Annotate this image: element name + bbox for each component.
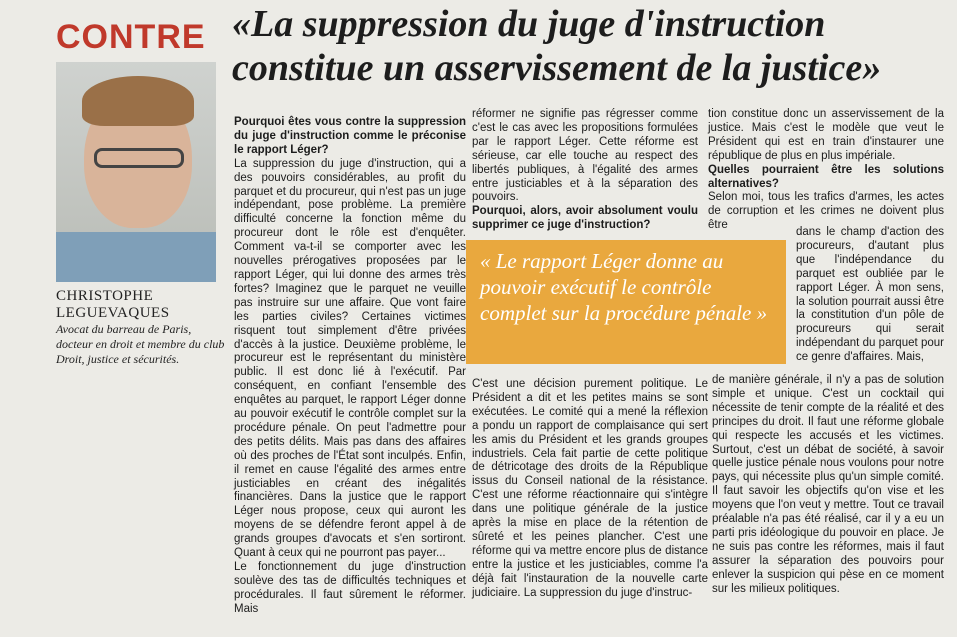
author-photo [56,62,216,282]
section-label: CONTRE [56,18,206,56]
column-3-middle [796,226,944,365]
photo-hair [82,76,194,126]
column-1 [234,116,466,617]
pull-quote [466,240,786,364]
answer-1: La suppression du juge d'instruction, qui a des pouvoirs considérables, au profit du parquet et du procureur, qui n'est pas un juge indépendant, pose problème. La première difficulté concerne la fonction même du procureur dont le rôle est d'enquêter. Comment va-t-il se comporter avec les nouvelles prérogatives proposées par le rapport Léger, qui lui donne des armes très fortes? Imaginez que le parquet ne veuille pas instruire sur une affaire. Que vont faire les parties civiles? Certaines victimes risquent tout simplement d'être privées d'accès à la justice. Deuxième problème, le procureur est le représentant du ministère public. Il est donc lié à l'exécutif. Par conséquent, en confiant l'ensemble des enquêtes au parquet, le rapport Léger donne au pouvoir exécutif le contrôle complet sur la procédure pénale. On peut l'admettre pour des petits délits. Mais pas dans des affaires où des proches de l'État sont inculpés. Enfin, il remet en cause l'égalité des armes entre justiciables en créant des inégalités financières. Dans la justice que le rapport Léger nous propose, ceux qui auront les moyens de se défendre feront appel à de grands groupes d'avocats et s'en sortiront. Quant à ceux qui ne pourront pas payer... [234,157,466,560]
answer-1c: réformer ne signifie pas régresser comme c'est le cas avec les propositions formulées par le rapport Léger. Cette réforme est sérieuse, car elle touche au respect des libertés publiques, à l'égalité des armes entre justiciables et à la séparation des pouvoirs. [472,108,698,204]
column-2-bottom [472,378,708,601]
answer-1b: Le fonctionnement du juge d'instruction soulève des tas de difficultés techniques et procédurales. Il faut sûrement le réformer. Mais [234,561,466,615]
pull-quote-text: « Le rapport Léger donne au pouvoir exécutif le contrôle complet sur la procédure pénale » [480,249,768,325]
author-bio: Avocat du barreau de Paris, docteur en droit et membre du club Droit, justice et sécurités. [56,322,225,366]
question-3: Quelles pourraient être les solutions alternatives? [708,163,944,190]
photo-shirt [56,232,216,282]
author-first-name: CHRISTOPHE [56,288,154,304]
answer-3: Selon moi, tous les trafics d'armes, les actes de corruption et les crimes ne doivent plus être [708,191,944,232]
author-last-name: LEGUEVAQUES [56,305,170,321]
answer-2: C'est une décision purement politique. Le Président a dit et les petites mains se sont exécutées. Le comité qui a mené la réflexion a pondu un rapport de complaisance qui sert les amis du Président et les grands groupes industriels. Cela fait partie de cette politique de détricotage des droits de la République issus du Conseil national de la résistance. C'est une réforme réactionnaire qui s'intègre dans une politique générale de la justice après la mise en place de la rétention de sûreté et les peines plancher. C'est une réforme qui va mettre encore plus de distance entre la justice et les justiciables, comme l'a déjà fait l'instauration de la nouvelle carte judiciaire. La suppression du juge d'instruc- [472,378,708,599]
answer-2b: tion constitue donc un asservissement de la justice. Mais c'est le modèle que veut le Président qui est en train d'instaurer une république de plus en plus impériale. [708,108,944,162]
question-1: Pourquoi êtes vous contre la suppression du juge d'instruction comme le préconise le rapport Léger? [234,116,466,156]
answer-3c: de manière générale, il n'y a pas de solution simple et unique. C'est un cocktail qui nécessite de tenir compte de la réalité et des principes du droit. Il faut une réforme globale qui respecte les accusés et les victimes. Surtout, c'est un débat de société, à savoir quelle justice pénale nous voulons pour notre pays, qui nécessite plus qu'un simple comité. Il faut savoir les objectifs qu'on vise et les moyens que l'on veut y mettre. Tout ce travail préalable n'a pas été réalisé, car il y a eu un parti pris idéologique du pouvoir en place. Je ne suis pas contre les réformes, mais il faut assurer la séparation des pouvoirs pour enlever la suspicion qui pèse en ce moment sur les milieux politiques. [712,374,944,595]
question-2: Pourquoi, alors, avoir absolument voulu supprimer ce juge d'instruction? [472,205,698,232]
column-3-bottom [712,374,944,597]
author-name [56,288,226,322]
column-3-top [708,108,944,233]
column-2-top [472,108,698,233]
headline: «La suppression du juge d'instruction constitue un asservissement de la justice» [232,3,882,89]
answer-3b: dans le champ d'action des procureurs, d'autant plus que l'indépendance du parquet est oubliée par le rapport Léger. À mon sens, la solution pourrait aussi être la constitution d'un pôle de procureurs qui serait indépendant du parquet pour ce genre d'affaires. Mais, [796,226,944,364]
photo-glasses [94,148,184,168]
